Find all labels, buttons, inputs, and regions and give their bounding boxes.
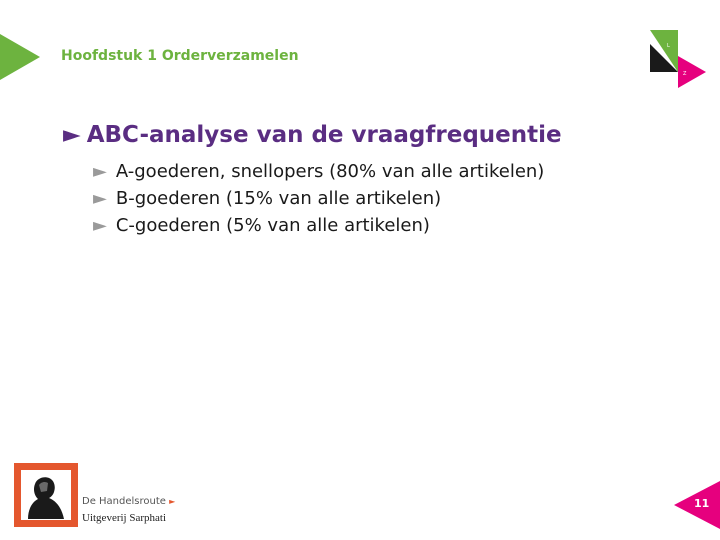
lz-corner-logo-icon — [648, 26, 708, 90]
heading-text: ABC-analyse van de vraagfrequentie — [86, 122, 562, 148]
green-triangle-icon — [0, 34, 40, 80]
heading-marker: ► — [63, 122, 81, 148]
page-number: 11 — [694, 497, 710, 510]
corner-logo-letter-l: L — [667, 43, 670, 49]
bullet-text: C-goederen (5% van alle artikelen) — [115, 215, 430, 236]
publisher-arrow: ► — [169, 497, 176, 506]
bullet-marker: ► — [93, 161, 107, 182]
list-item — [93, 158, 544, 185]
bullet-text: A-goederen, snellopers (80% van alle artikelen) — [115, 161, 545, 182]
corner-logo-letter-z: Z — [683, 71, 687, 77]
bullet-text: B-goederen (15% van alle artikelen) — [115, 188, 442, 209]
publisher-name — [82, 494, 175, 526]
list-item — [93, 212, 544, 239]
bullet-marker: ► — [93, 215, 107, 236]
bullet-list — [93, 158, 544, 239]
bullet-marker: ► — [93, 188, 107, 209]
chapter-title: Hoofdstuk 1 Orderverzamelen — [61, 48, 299, 64]
publisher-line-1: De Handelsroute — [82, 496, 166, 507]
list-item — [93, 185, 544, 212]
slide-heading — [63, 122, 562, 148]
publisher-line-2: Uitgeverij Sarphati — [82, 512, 167, 524]
portrait-logo-icon — [14, 463, 78, 527]
